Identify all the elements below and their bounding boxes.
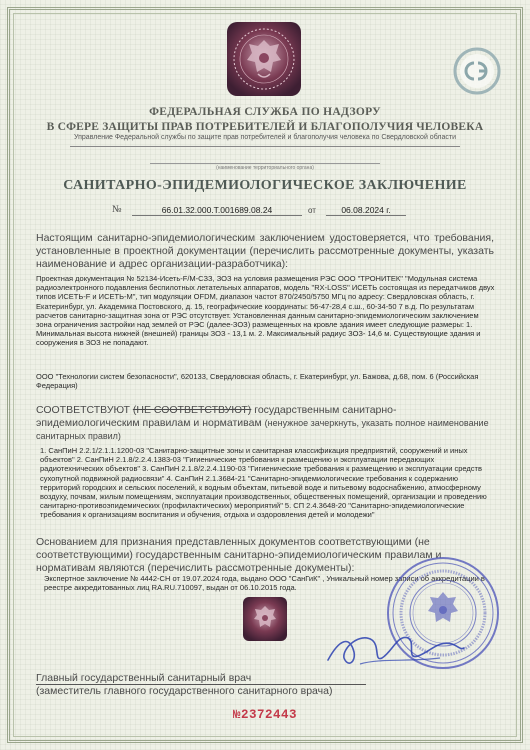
territorial-body: Управление Федеральной службы по защите прав потребителей и благополучия человека по Свердловской области [73,134,456,141]
developer-organization: ООО "Технологии систем безопасности", 620133, Свердловская область, г. Екатеринбург, ул. Бажова, д.68, пом. 6 (Российская Федерация) [36,372,479,391]
compliance-hint: (ненужное зачеркнуть, указать полное наименование санитарных правил) [36,418,489,441]
date-from-label: от [308,206,316,215]
sanitary-rules-list: 1. СанПиН 2.2.1/2.1.1.1200-03 "Санитарно-защитные зоны и санитарная классификация предприятий, сооружений и иных объектов" 2. СанПиН 2.1.8/2.2.4.1383-03 "Гигиенические требования к размещению и эксплуатации передающих радиотехнических объектов" 3. СанПиН 2.1.8/2.2.4.1190-03 "Гигиенические требования к размещению и эксплуатации средств сухопутной подвижной радиосвязи" 4. СанПиН 2.1.3684-21 "Санитарно-эпидемиологические требования к содержанию территорий городских и сельских поселений, к водным объектам, питьевой воде и питьевому водоснабжению, атмосферному воздуху, почвам, жилым помещениям, эксплуатации производственных, общественных помещений, организации и проведению санитарно-противоэпидемических (профилактических) мероприятий" 5. СП 2.4.3648-20 "Санитарно-эпидемиологические требования к организациям воспитания и обучения, отдыха и оздоровления детей и молодежи" [40,446,487,520]
handwritten-signature [320,618,470,678]
conclusion-number: 66.01.32.000.Т.001689.08.24 [132,205,302,216]
number-sign: № [112,204,122,215]
compliance-rest: государственным санитарно-эпидемиологическим правилам и нормативам [36,404,397,429]
signatory-title [36,672,336,698]
se-logo-icon [452,46,502,96]
compliance-statement [36,404,494,443]
signatory-line2: (заместитель главного государственного санитарного врача) [36,685,333,697]
agency-title-line2: В СФЕРЕ ЗАЩИТЫ ПРАВ ПОТРЕБИТЕЛЕЙ И БЛАГОПОЛУЧИЯ ЧЕЛОВЕКА [46,121,484,133]
intro-statement: Настоящим санитарно-эпидемиологическим заключением удостоверяется, что требования, установленные в проектной документации (перечислить рассмотренные документы, указать наименование и адрес организации-разработчика): [36,232,494,270]
coat-of-arms-hologram-icon [242,596,288,642]
divider [70,146,460,147]
basis-hint: (перечислить рассмотренные документы): [147,562,355,574]
document-title: САНИТАРНО-ЭПИДЕМИОЛОГИЧЕСКОЕ ЗАКЛЮЧЕНИЕ [63,178,467,193]
compliance-word: СООТВЕТСТВУЮТ [36,404,130,416]
conclusion-date: 06.08.2024 г. [326,205,406,216]
divider [150,163,380,164]
expert-conclusion: Экспертное заключение № 4442-СН от 19.07.2024 года, выдано ООО "СанГиК" , Уникальный номер записи об аккредитации в реестре аккредитованных лиц RA.RU.710097, выдан от 06.10.2015 года. [44,574,485,593]
struck-noncompliance: (НЕ СООТВЕТСТВУЮТ) [132,404,252,416]
signatory-line1: Главный государственный санитарный врач [36,672,252,684]
signature-line [36,684,366,685]
basis-heading: Основанием для признания представленных документов соответствующими (не соответствующими) государственным санитарно-эпидемиологическим правилам и нормативам являются [36,536,442,574]
coat-of-arms-hologram-icon [225,20,303,98]
territorial-body-caption: (наименование территориального органа) [216,165,314,171]
form-serial-number: №2372443 [232,708,297,722]
agency-title-line1: ФЕДЕРАЛЬНАЯ СЛУЖБА ПО НАДЗОРУ [149,106,381,118]
project-description: Проектная документация № 52134-Исеть-F/М-СЗЗ, ЗОЗ на условия размещения РЭС ООО "ТРОНИТЕК" "Модульная система радиоэлектронного подавления беспилотных летательных аппаратов, модель "RX-LOSS" ИСЕТЬ состоящая из передатчиков двух типов ИСЕТЬ-F и ИСЕТЬ-М", тип модуляции OFDM, диапазон частот 870/2450/5750 МГц по адресу: Свердловская область, г. Екатеринбург, ул. Академика Постовского, д. 15, географические координаты: 56-47-28,4 с.ш., 60-34-50 7 в.д. По результатам расчетов санитарно-защитная зона от РЭС отсутствует. Установленная данным санитарно-эпидемиологическим заключением зона ограничения застройки над землей от РЭС (далее-ЗОЗ) размещенных на кровле здания имеет следующие размеры: 1. Минимальная высота нижней (внешней) границы ЗОЗ - 13,1 м. 2. Максимальный радиус ЗОЗ- 14,6 м. Существующие здания и сооружения в ЗОЗ не попадают. [36,274,495,348]
